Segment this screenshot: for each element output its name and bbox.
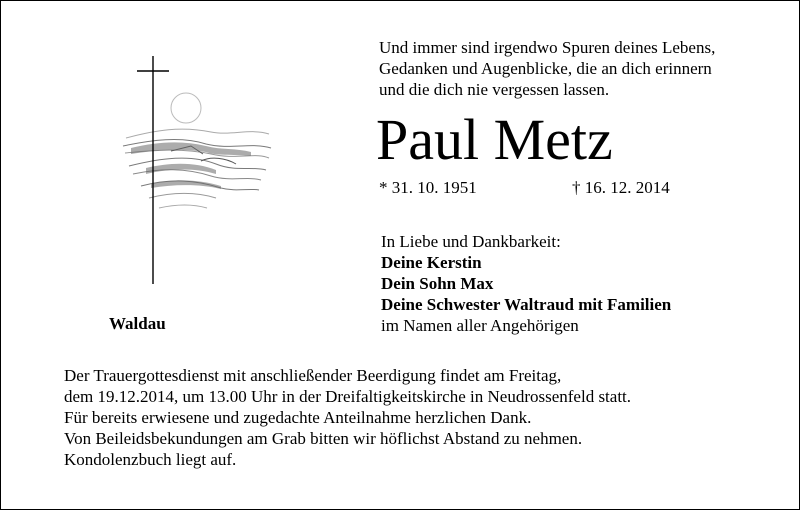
- closing-line: Von Beileidsbekundungen am Grab bitten wir höflichst Abstand zu nehmen.: [64, 429, 583, 448]
- mourners-outro: im Namen aller Angehörigen: [381, 316, 579, 335]
- mourner-name: Dein Sohn Max: [381, 274, 494, 293]
- mourner-name: Deine Schwester Waltraud mit Familien: [381, 295, 672, 314]
- memorial-artwork: [111, 56, 281, 286]
- mourners-block: [381, 231, 671, 336]
- closing-line: Der Trauergottesdienst mit anschließender Beerdigung findet am Freitag,: [64, 366, 562, 385]
- mourners-intro: In Liebe und Dankbarkeit:: [381, 232, 561, 251]
- place-name: Waldau: [109, 314, 166, 333]
- closing-line: dem 19.12.2014, um 13.00 Uhr in der Dreifaltigkeitskirche in Neudrossenfeld statt.: [64, 387, 632, 406]
- sun-icon: [171, 93, 201, 123]
- mourner-name: Deine Kerstin: [381, 253, 482, 272]
- verse-line: und die dich nie vergessen lassen.: [379, 80, 610, 99]
- verse-line: Gedanken und Augenblicke, die an dich erinnern: [379, 59, 712, 78]
- service-information: [64, 365, 631, 470]
- verse-line: Und immer sind irgendwo Spuren deines Lebens,: [379, 38, 716, 57]
- closing-line: Kondolenzbuch liegt auf.: [64, 450, 237, 469]
- closing-line: Für bereits erwiesene und zugedachte Anteilnahme herzlichen Dank.: [64, 408, 532, 427]
- landscape-shading: [131, 142, 251, 189]
- death-date: † 16. 12. 2014: [572, 178, 670, 197]
- deceased-name: Paul Metz: [376, 107, 613, 172]
- birth-date: * 31. 10. 1951: [379, 178, 477, 197]
- memorial-verse: [379, 37, 715, 100]
